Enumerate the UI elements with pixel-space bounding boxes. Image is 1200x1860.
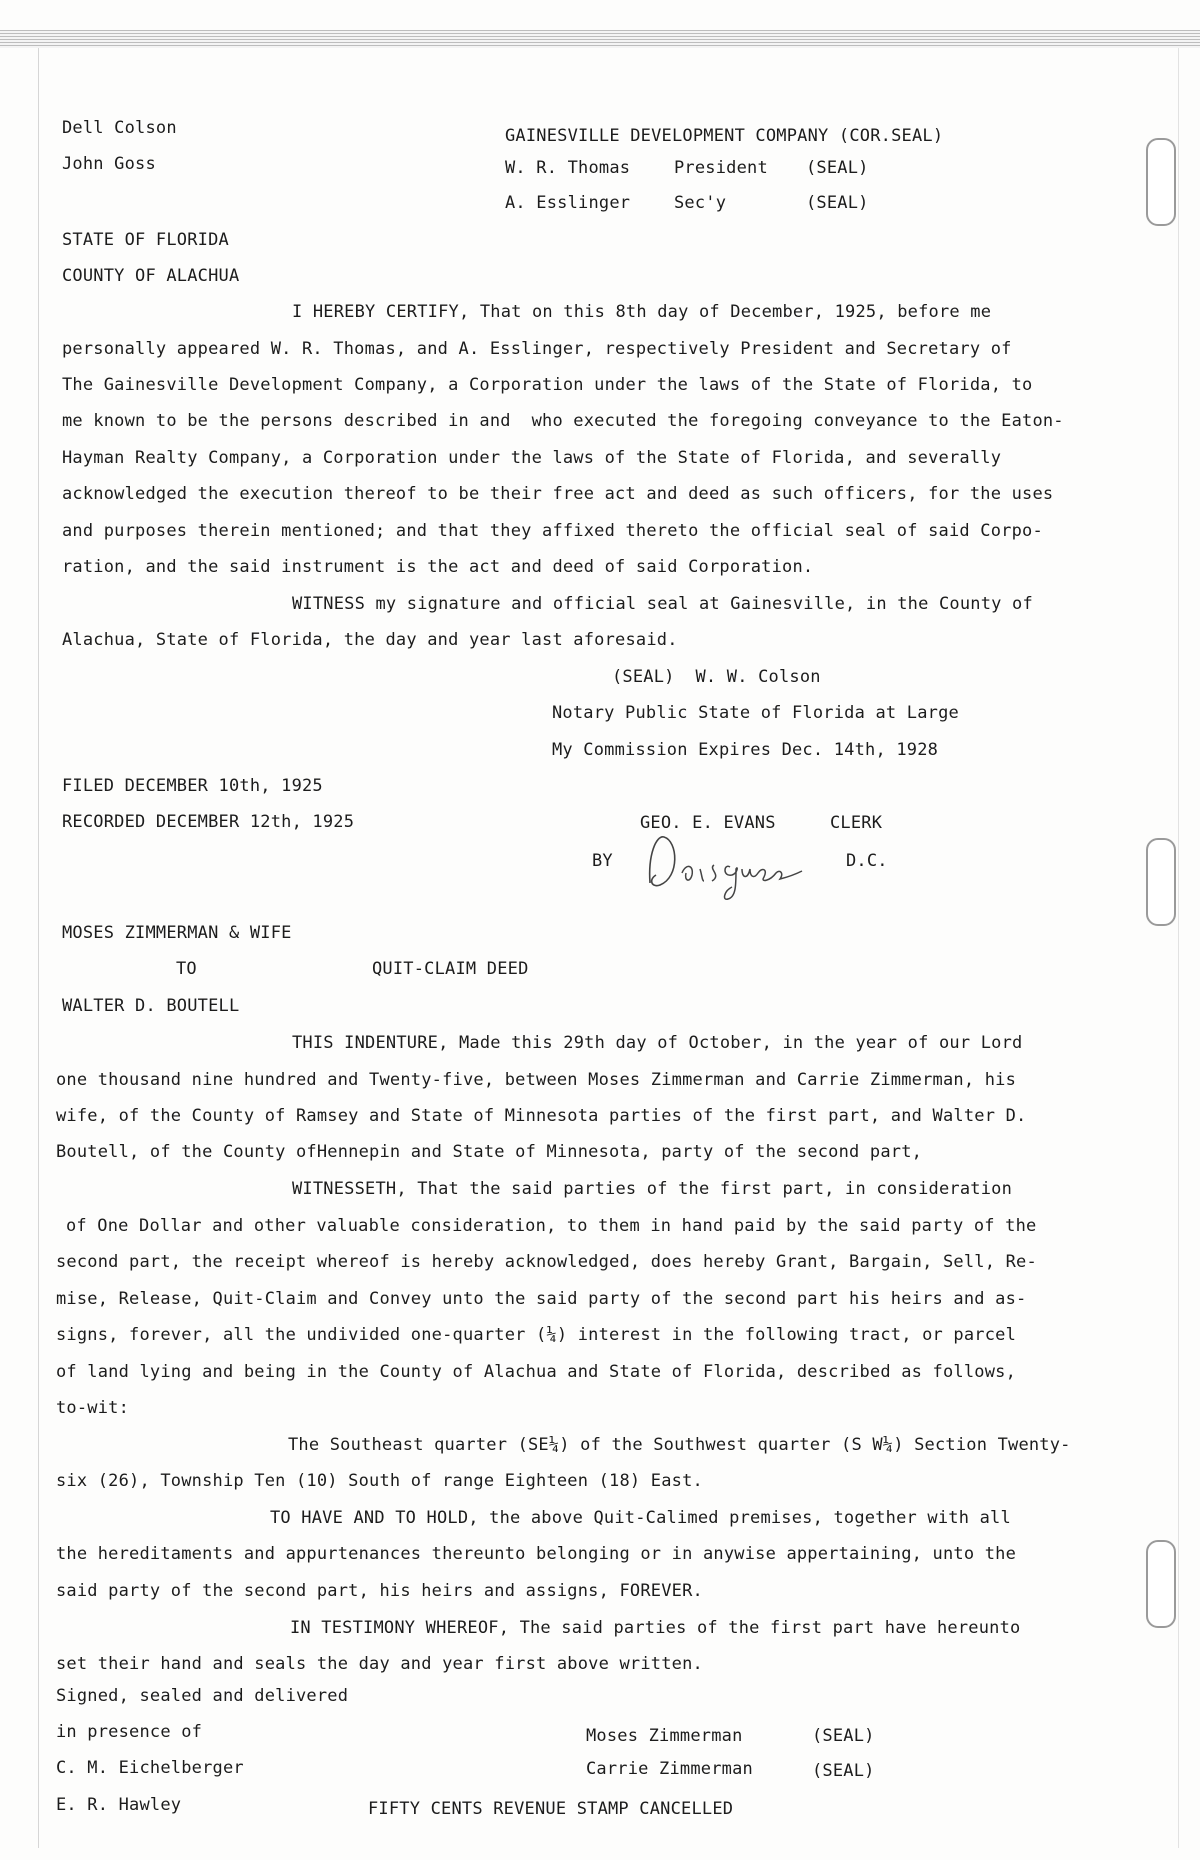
deed-line: The Southeast quarter (SE¼) of the Southwest quarter (S W¼) Section Twenty-	[288, 1435, 1071, 1455]
deed-line: IN TESTIMONY WHEREOF, The said parties of the first part have hereunto	[290, 1618, 1021, 1638]
binder-hole-top	[1146, 138, 1176, 226]
witness-line-1: Dell Colson	[62, 118, 177, 138]
filed-date: FILED DECEMBER 10th, 1925	[62, 776, 323, 796]
notary-title: Notary Public State of Florida at Large	[552, 703, 959, 723]
scan-top-border	[0, 30, 1200, 48]
ack-line: me known to be the persons described in and who executed the foregoing conveyance to the Eaton-	[62, 411, 1064, 431]
binder-hole-bottom	[1146, 1540, 1176, 1628]
witness-hawley: E. R. Hawley	[56, 1795, 182, 1815]
ack-county: COUNTY OF ALACHUA	[62, 266, 240, 286]
binder-hole-middle	[1146, 838, 1176, 926]
deed-line: Boutell, of the County ofHennepin and State of Minnesota, party of the second part,	[56, 1142, 923, 1162]
deed-grantor: MOSES ZIMMERMAN & WIFE	[62, 923, 292, 943]
page-left-edge	[38, 48, 39, 1848]
notary-seal-line: (SEAL) W. W. Colson	[612, 667, 821, 687]
clerk-name: GEO. E. EVANS	[640, 813, 776, 833]
signer-carrie-seal: (SEAL)	[812, 1761, 875, 1781]
deed-line: set their hand and seals the day and year first above written.	[56, 1654, 703, 1674]
deed-line: TO HAVE AND TO HOLD, the above Quit-Calimed premises, together with all	[270, 1508, 1011, 1528]
deed-line: of land lying and being in the County of Alachua and State of Florida, described as follows,	[56, 1362, 1017, 1382]
deed-line: in presence of	[56, 1722, 203, 1742]
signer2-seal: (SEAL)	[806, 193, 869, 213]
ack-state: STATE OF FLORIDA	[62, 230, 229, 250]
notary-commission: My Commission Expires Dec. 14th, 1928	[552, 740, 939, 760]
deed-line: to-wit:	[56, 1398, 130, 1418]
deed-line: WITNESSETH, That the said parties of the first part, in consideration	[292, 1179, 1013, 1199]
deed-line: six (26), Township Ten (10) South of range Eighteen (18) East.	[56, 1471, 703, 1491]
deed-line: said party of the second part, his heirs and assigns, FOREVER.	[56, 1581, 703, 1601]
deed-grantee: WALTER D. BOUTELL	[62, 996, 240, 1016]
ack-line: WITNESS my signature and official seal at Gainesville, in the County of	[292, 594, 1033, 614]
deputy-clerk-signature	[638, 825, 828, 905]
signer-carrie: Carrie Zimmerman	[586, 1759, 753, 1779]
page-right-edge	[1178, 48, 1179, 1848]
deed-to: TO	[176, 959, 197, 979]
ack-line: The Gainesville Development Company, a Corporation under the laws of the State of Florida, to	[62, 375, 1033, 395]
signer2-name: A. Esslinger	[505, 193, 631, 213]
company-name: GAINESVILLE DEVELOPMENT COMPANY (COR.SEAL)	[505, 126, 944, 146]
deed-line: of One Dollar and other valuable consideration, to them in hand paid by the said party of the	[66, 1216, 1037, 1236]
signer-moses-seal: (SEAL)	[812, 1726, 875, 1746]
ack-line: personally appeared W. R. Thomas, and A. Esslinger, respectively President and Secretary of	[62, 339, 1012, 359]
ack-line: ration, and the said instrument is the act and deed of said Corporation.	[62, 557, 814, 577]
ack-line: acknowledged the execution thereof to be their free act and deed as such officers, for the uses	[62, 484, 1054, 504]
recorded-date: RECORDED DECEMBER 12th, 1925	[62, 812, 355, 832]
signer2-title: Sec'y	[674, 193, 727, 213]
revenue-stamp-note: FIFTY CENTS REVENUE STAMP CANCELLED	[368, 1799, 734, 1819]
signer1-name: W. R. Thomas	[505, 158, 631, 178]
ack-line: I HEREBY CERTIFY, That on this 8th day of December, 1925, before me	[292, 302, 992, 322]
deputy-clerk-label: D.C.	[846, 851, 888, 871]
ack-line: Hayman Realty Company, a Corporation under the laws of the State of Florida, and severally	[62, 448, 1002, 468]
ack-line: and purposes therein mentioned; and that they affixed thereto the official seal of said Corpo-	[62, 521, 1043, 541]
by-label: BY	[592, 851, 613, 871]
deed-type: QUIT-CLAIM DEED	[372, 959, 529, 979]
witness-line-2: John Goss	[62, 154, 156, 174]
signer-moses: Moses Zimmerman	[586, 1726, 743, 1746]
witness-eichelberger: C. M. Eichelberger	[56, 1758, 244, 1778]
deed-line: signs, forever, all the undivided one-quarter (¼) interest in the following tract, or parcel	[56, 1325, 1017, 1345]
signer1-seal: (SEAL)	[806, 158, 869, 178]
deed-line: THIS INDENTURE, Made this 29th day of October, in the year of our Lord	[292, 1033, 1023, 1053]
ack-line: Alachua, State of Florida, the day and year last aforesaid.	[62, 630, 678, 650]
deed-line: Signed, sealed and delivered	[56, 1686, 349, 1706]
clerk-title: CLERK	[830, 813, 883, 833]
deed-line: wife, of the County of Ramsey and State of Minnesota parties of the first part, and Walter D.	[56, 1106, 1027, 1126]
signer1-title: President	[674, 158, 768, 178]
deed-line: the hereditaments and appurtenances thereunto belonging or in anywise appertaining, unto the	[56, 1544, 1017, 1564]
deed-line: mise, Release, Quit-Claim and Convey unto the said party of the second part his heirs and as-	[56, 1289, 1027, 1309]
deed-line: second part, the receipt whereof is hereby acknowledged, does hereby Grant, Bargain, Sell, Re-	[56, 1252, 1037, 1272]
deed-line: one thousand nine hundred and Twenty-five, between Moses Zimmerman and Carrie Zimmerman, his	[56, 1070, 1017, 1090]
